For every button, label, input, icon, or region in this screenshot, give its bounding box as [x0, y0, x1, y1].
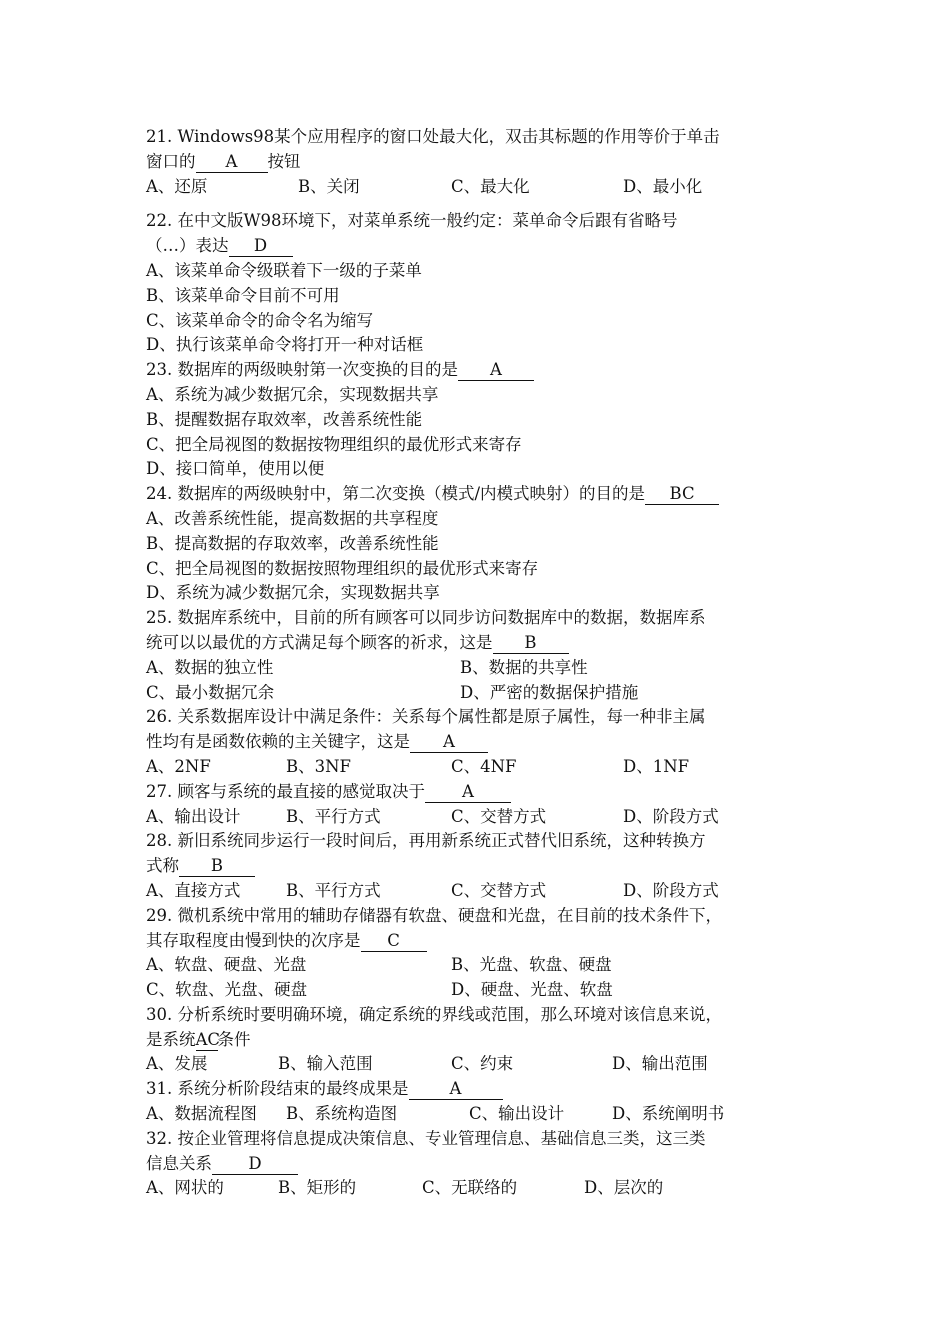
question-text: 顾客与系统的最直接的感觉取决于: [177, 781, 425, 801]
question-number: 32.: [146, 1128, 173, 1148]
question-text: 数据库系统中，目前的所有顾客可以同步访问数据库中的数据，数据库系: [177, 608, 706, 628]
question-stem: [146, 904, 806, 929]
options-row: [146, 656, 806, 681]
option-d: D、接口简单，使用以便: [146, 459, 325, 479]
question-26: [146, 705, 806, 779]
option-a: A、软盘、硬盘、光盘: [146, 955, 307, 975]
option-c: C、软盘、光盘、硬盘: [146, 980, 308, 1000]
options-row: [146, 1102, 806, 1127]
option-c: C、交替方式: [451, 880, 547, 900]
question-text: 微机系统中常用的辅助存储器有软盘、硬盘和光盘，在目前的技术条件下，: [177, 905, 722, 925]
question-text: 信息关系: [146, 1153, 212, 1173]
question-31: [146, 1077, 806, 1127]
question-number: 22.: [146, 211, 173, 231]
question-text: 数据库的两级映射中，第二次变换（模式/内模式映射）的目的是: [177, 484, 646, 504]
answer-blank: BC: [645, 484, 719, 505]
question-stem: [146, 1127, 806, 1152]
answer-blank: AC: [195, 1029, 221, 1049]
answer-blank: B: [179, 856, 255, 877]
options-row: [146, 175, 806, 200]
question-stem: [146, 150, 806, 175]
question-text: 窗口的: [146, 151, 196, 171]
option-b: B、关闭: [298, 176, 360, 196]
question-text: （…）表达: [146, 236, 229, 256]
answer-blank: A: [458, 360, 534, 381]
question-text: 新旧系统同步运行一段时间后，再用新系统正式替代旧系统，这种转换方: [177, 831, 706, 851]
question-text: 按企业管理将信息提成决策信息、专业管理信息、基础信息三类，这三类: [177, 1128, 706, 1148]
option-c: C、约束: [451, 1054, 514, 1074]
question-text: 是系统: [146, 1029, 196, 1049]
answer-blank: A: [196, 152, 268, 173]
option-b: B、光盘、软盘、硬盘: [451, 955, 612, 975]
option-d: D、硬盘、光盘、软盘: [451, 980, 613, 1000]
question-text: 分析系统时要明确环境，确定系统的界线或范围，那么环境对该信息来说，: [177, 1004, 722, 1024]
options-row: [146, 978, 806, 1003]
option-c: C、最大化: [451, 176, 530, 196]
answer-blank: B: [493, 633, 569, 654]
options-row: [146, 953, 806, 978]
question-32: [146, 1127, 806, 1201]
question-text: 条件: [217, 1029, 251, 1049]
question-stem: [146, 125, 806, 150]
question-29: [146, 904, 806, 1003]
question-number: 30.: [146, 1004, 173, 1024]
option-b: B、3NF: [286, 756, 352, 776]
option-c: C、4NF: [451, 756, 517, 776]
option-d: D、执行该菜单命令将打开一种对话框: [146, 335, 424, 355]
question-number: 21.: [146, 127, 173, 146]
option-c: C、该菜单命令的命令名为缩写: [146, 310, 374, 330]
question-stem: [146, 1077, 806, 1102]
option-c: C、最小数据冗余: [146, 682, 275, 702]
question-30: [146, 1003, 806, 1077]
question-number: 31.: [146, 1079, 173, 1099]
question-number: 23.: [146, 360, 173, 380]
question-text: 数据库的两级映射第一次变换的目的是: [177, 360, 458, 380]
question-number: 27.: [146, 781, 173, 801]
options-row: [146, 1176, 806, 1201]
option-b: B、提高数据的存取效率，改善系统性能: [146, 533, 439, 553]
option-a: A、改善系统性能，提高数据的共享程度: [146, 508, 439, 528]
question-stem: [146, 780, 806, 805]
question-text: 统可以以最优的方式满足每个顾客的祈求，这是: [146, 632, 493, 652]
question-stem: [146, 631, 806, 656]
question-number: 24.: [146, 484, 173, 504]
option-c: C、交替方式: [451, 806, 547, 826]
question-stem: [146, 829, 806, 854]
question-text: Windows98某个应用程序的窗口处最大化，双击其标题的作用等价于单击: [177, 127, 720, 146]
question-stem: [146, 209, 806, 234]
option-d: D、最小化: [623, 176, 703, 196]
option-d: D、系统为减少数据冗余，实现数据共享: [146, 583, 440, 603]
question-number: 25.: [146, 608, 173, 628]
option-d: D、系统阐明书: [612, 1104, 725, 1124]
options-row: [146, 805, 806, 830]
options-row: [146, 1052, 806, 1077]
question-22: [146, 209, 806, 358]
answer-blank: A: [425, 782, 511, 803]
question-text: 按钮: [267, 151, 301, 171]
question-text: 式称: [146, 856, 179, 876]
option-a: A、数据流程图: [146, 1104, 257, 1124]
option-b: B、输入范围: [278, 1054, 373, 1074]
option-b: B、系统构造图: [286, 1104, 398, 1124]
option-c: C、输出设计: [469, 1104, 565, 1124]
answer-blank: C: [361, 931, 427, 952]
options-row: [146, 755, 806, 780]
option-a: A、发展: [146, 1054, 208, 1074]
option-b: B、平行方式: [286, 880, 381, 900]
option-a: A、2NF: [146, 756, 211, 776]
option-c: C、把全局视图的数据按物理组织的最优形式来寄存: [146, 434, 522, 454]
option-a: A、该菜单命令级联着下一级的子菜单: [146, 260, 422, 280]
question-21: [146, 125, 806, 199]
question-text: 系统分析阶段结束的最终成果是: [177, 1079, 409, 1099]
options-row: [146, 681, 806, 706]
question-stem: [146, 1028, 806, 1053]
option-a: A、网状的: [146, 1178, 224, 1198]
option-b: B、矩形的: [278, 1178, 357, 1198]
question-text: 其存取程度由慢到快的次序是: [146, 930, 361, 950]
question-stem: [146, 606, 806, 631]
question-24: [146, 482, 806, 606]
question-23: [146, 358, 806, 482]
question-stem: [146, 705, 806, 730]
answer-blank: D: [212, 1154, 298, 1175]
question-text: 关系数据库设计中满足条件：关系每个属性都是原子属性，每一种非主属: [177, 707, 706, 727]
option-a: A、数据的独立性: [146, 657, 274, 677]
question-stem: [146, 358, 806, 383]
option-b: B、该菜单命令目前不可用: [146, 285, 340, 305]
option-a: A、系统为减少数据冗余，实现数据共享: [146, 384, 439, 404]
question-27: [146, 780, 806, 830]
question-stem: [146, 234, 806, 259]
question-stem: [146, 929, 806, 954]
question-25: [146, 606, 806, 705]
answer-blank: A: [409, 1079, 503, 1100]
question-stem: [146, 854, 806, 879]
option-d: D、阶段方式: [623, 880, 719, 900]
option-c: C、把全局视图的数据按照物理组织的最优形式来寄存: [146, 558, 539, 578]
option-b: B、平行方式: [286, 806, 381, 826]
question-number: 28.: [146, 831, 173, 851]
option-d: D、1NF: [623, 756, 690, 776]
options-row: [146, 879, 806, 904]
question-stem: [146, 1152, 806, 1177]
option-b: B、提醒数据存取效率，改善系统性能: [146, 409, 423, 429]
option-c: C、无联络的: [422, 1178, 518, 1198]
question-list: [146, 125, 806, 1201]
option-d: D、输出范围: [612, 1054, 708, 1074]
question-number: 26.: [146, 707, 173, 727]
question-text: 性均有是函数依赖的主关键字，这是: [146, 732, 410, 752]
question-stem: [146, 482, 806, 507]
option-a: A、直接方式: [146, 880, 241, 900]
question-stem: [146, 730, 806, 755]
answer-blank: A: [410, 732, 488, 753]
question-stem: [146, 1003, 806, 1028]
answer-blank: D: [229, 236, 293, 257]
option-b: B、数据的共享性: [460, 657, 588, 677]
option-a: A、输出设计: [146, 806, 241, 826]
question-28: [146, 829, 806, 903]
option-a: A、还原: [146, 176, 208, 196]
option-d: D、层次的: [584, 1178, 664, 1198]
option-d: D、严密的数据保护措施: [460, 682, 639, 702]
option-d: D、阶段方式: [623, 806, 719, 826]
question-text: 在中文版W98环境下，对菜单系统一般约定：菜单命令后跟有省略号: [177, 211, 678, 231]
question-number: 29.: [146, 905, 173, 925]
